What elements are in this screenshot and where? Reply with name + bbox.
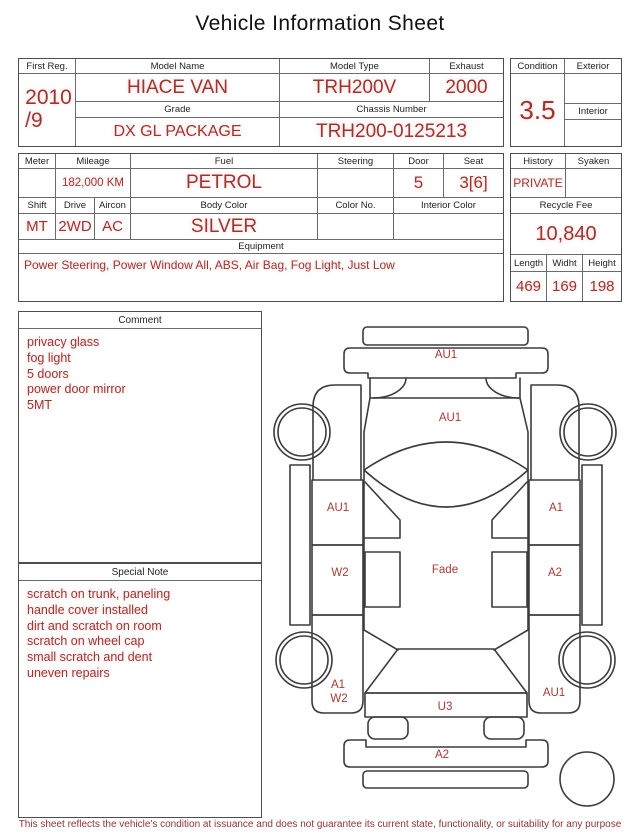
damage-label-left-slide-door: W2 xyxy=(331,567,349,579)
special-note-header: Special Note xyxy=(19,564,261,581)
damage-label-roof-fade: Fade xyxy=(431,564,459,576)
interior-header: Interior xyxy=(565,104,621,120)
equipment-text: Power Steering, Power Window All, ABS, Air Bag, Fog Light, Just Low xyxy=(24,258,395,272)
fuel-header: Fuel xyxy=(131,154,318,168)
length-header: Length xyxy=(511,255,547,271)
body-color-header: Body Color xyxy=(131,198,318,213)
interior-color-value xyxy=(394,214,503,239)
equipment-header: Equipment xyxy=(238,241,284,252)
tail-lamp-left xyxy=(368,717,408,739)
seat-value: 3[6] xyxy=(459,173,488,192)
comment-line: privacy glass xyxy=(27,335,100,349)
slide-window-left xyxy=(365,552,400,607)
color-no-value xyxy=(318,214,394,239)
length-value: 469 xyxy=(511,272,547,301)
comment-line: 5 doors xyxy=(27,366,69,381)
exterior-value xyxy=(565,74,621,104)
car-damage-diagram xyxy=(268,312,640,818)
first-reg-value: 2010 /9 xyxy=(19,74,76,146)
fuel-value: PETROL xyxy=(131,169,318,197)
shift-value: MT xyxy=(19,214,56,239)
steering-value xyxy=(318,169,394,197)
model-type-header: Model Type xyxy=(280,59,430,73)
disclaimer-text: This sheet reflects the vehicle's condition at issuance and does not guarantee its current state, functionality, or suitability for any purpose xyxy=(18,819,622,830)
width-header: Widht xyxy=(547,255,583,271)
wheel-rear-right-inner xyxy=(563,636,611,684)
page-title: Vehicle Information Sheet xyxy=(195,12,445,35)
front-top-strip xyxy=(363,327,528,345)
exhaust-header: Exhaust xyxy=(449,60,484,72)
special-note-panel xyxy=(18,563,262,818)
steering-header: Steering xyxy=(318,154,394,168)
height-header: Height xyxy=(588,257,616,269)
comment-line: 5MT xyxy=(27,398,52,413)
special-note-line: dirt and scratch on room xyxy=(27,618,162,633)
condition-header: Condition xyxy=(511,59,564,74)
wheel-front-right-inner xyxy=(564,408,612,456)
damage-label-left-front-door: AU1 xyxy=(326,502,350,514)
slide-window-right xyxy=(492,552,527,607)
syaken-value xyxy=(566,169,621,197)
wheel-front-left-inner xyxy=(278,408,326,456)
model-name-header: Model Name xyxy=(76,59,280,73)
exterior-header: Exterior xyxy=(565,59,621,74)
interior-value xyxy=(565,120,621,146)
damage-label-right-slide-door: A2 xyxy=(547,567,563,579)
body-color-value: SILVER xyxy=(131,214,318,239)
height-value: 198 xyxy=(589,278,615,295)
special-note-body xyxy=(19,581,261,817)
shift-header: Shift xyxy=(19,198,56,213)
spare-wheel xyxy=(560,752,614,806)
tailgate xyxy=(365,649,527,693)
history-header: History xyxy=(511,154,566,168)
door-header: Door xyxy=(394,154,444,168)
aircon-value: AC xyxy=(95,214,131,239)
drive-header: Drive xyxy=(56,198,95,213)
aircon-header: Aircon xyxy=(95,198,131,213)
seat-header: Seat xyxy=(463,155,484,167)
condition-score: 3.5 xyxy=(519,94,556,125)
syaken-header: Syaken xyxy=(577,155,610,167)
chassis-value: TRH200-0125213 xyxy=(315,121,468,142)
rear-bottom-strip xyxy=(363,771,528,788)
damage-label-right-front-door: A1 xyxy=(548,502,564,514)
damage-label-right-rear: AU1 xyxy=(542,687,566,699)
color-no-header: Color No. xyxy=(318,198,394,213)
front-fender-right xyxy=(531,385,579,480)
history-value: PRIVATE xyxy=(511,169,566,197)
recycle-fee-header: Recycle Fee xyxy=(539,200,593,211)
wheel-rear-left-inner xyxy=(280,636,328,684)
special-note-line: handle cover installed xyxy=(27,602,148,617)
comment-panel xyxy=(18,311,262,563)
slide-door-panel-right xyxy=(529,545,580,615)
special-note-line: uneven repairs xyxy=(27,665,110,680)
pillar-right xyxy=(492,482,527,538)
tail-lamp-right xyxy=(484,717,524,739)
recycle-fee-value: 10,840 xyxy=(535,222,597,245)
special-note-line: small scratch and dent xyxy=(27,650,153,665)
wheel-front-right xyxy=(560,404,616,460)
comment-header: Comment xyxy=(19,312,261,329)
damage-label-left-rear-w2: W2 xyxy=(330,693,348,705)
first-reg-header: First Reg. xyxy=(19,59,76,73)
meter-value xyxy=(19,169,56,197)
sill-left xyxy=(290,465,310,625)
damage-label-rear-bumper: A2 xyxy=(434,749,450,761)
sill-right xyxy=(582,465,602,625)
special-note-line: scratch on wheel cap xyxy=(27,634,145,649)
identity-table xyxy=(18,58,504,147)
model-type-value: TRH200V xyxy=(280,74,430,101)
width-value: 169 xyxy=(547,272,583,301)
wheel-rear-left xyxy=(276,632,332,688)
grade-value: DX GL PACKAGE xyxy=(76,118,280,146)
body-edge-left xyxy=(364,398,398,650)
chassis-header: Chassis Number xyxy=(356,104,427,115)
model-name-value: HIACE VAN xyxy=(76,74,280,101)
body-edge-right xyxy=(494,398,528,650)
mileage-value: 182,000 KM xyxy=(56,169,131,197)
grade-header: Grade xyxy=(76,102,280,117)
interior-color-header: Interior Color xyxy=(421,200,476,211)
meter-header: Meter xyxy=(19,154,56,168)
damage-label-front-bumper: AU1 xyxy=(434,349,458,361)
mileage-header: Mileage xyxy=(56,154,131,168)
exhaust-value: 2000 xyxy=(445,76,488,98)
damage-label-left-rear-a1: A1 xyxy=(330,679,346,691)
drive-value: 2WD xyxy=(56,214,95,239)
comment-line: fog light xyxy=(27,350,71,365)
roof-panel xyxy=(364,442,528,507)
damage-label-bonnet: AU1 xyxy=(438,412,462,424)
comment-body xyxy=(19,329,261,562)
special-note-line: scratch on trunk, paneling xyxy=(27,587,171,601)
condition-box xyxy=(510,58,622,147)
wheel-front-left xyxy=(274,404,330,460)
pillar-left xyxy=(365,482,400,538)
specs-table xyxy=(18,153,504,302)
front-fender-left xyxy=(313,385,361,480)
slide-door-panel-left xyxy=(312,545,363,615)
wiper-arc-right xyxy=(486,378,519,398)
wheel-rear-right xyxy=(559,632,615,688)
history-box xyxy=(510,153,622,302)
wiper-arc-left xyxy=(373,378,406,398)
damage-label-tailgate: U3 xyxy=(437,701,453,713)
comment-line: power door mirror xyxy=(27,382,126,397)
door-value: 5 xyxy=(394,169,444,197)
